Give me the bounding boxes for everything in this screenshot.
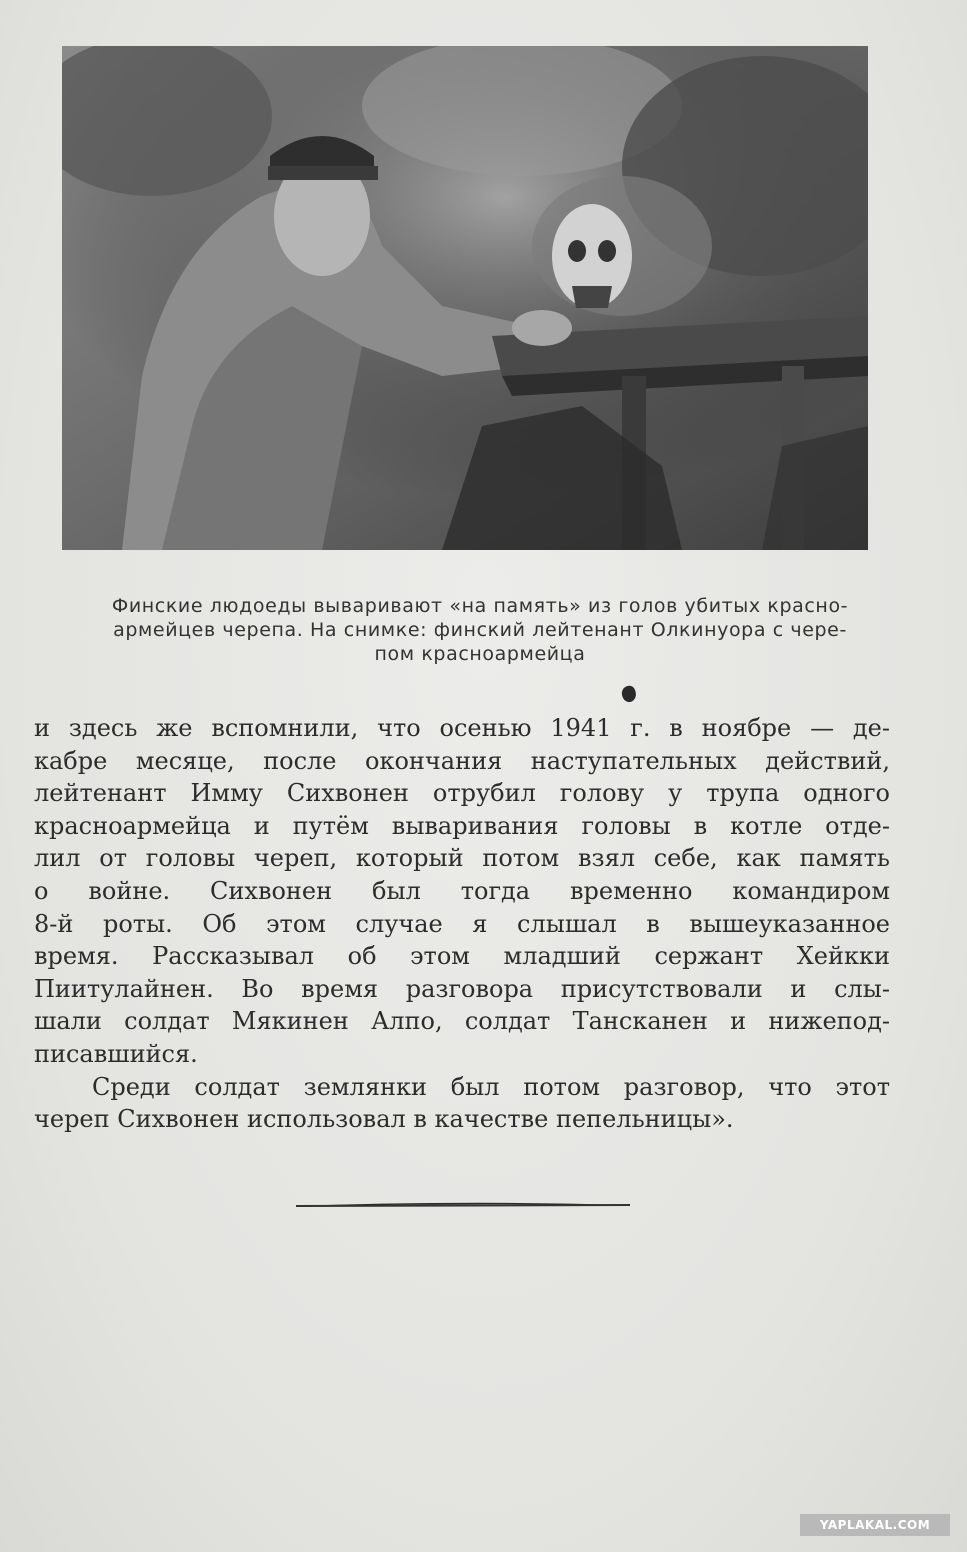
body-line: лил от головы череп, который потом взял себе, как память bbox=[34, 844, 890, 873]
body-text bbox=[34, 712, 890, 1136]
body-line: лейтенант Имму Сихвонен отрубил голову у трупа одного bbox=[34, 779, 890, 808]
body-line: Пиитулайнен. Во время разговора присутствовали и слы- bbox=[34, 974, 890, 1003]
body-line: Среди солдат землянки был потом разговор, что этот bbox=[92, 1072, 890, 1101]
photo-image bbox=[62, 46, 868, 550]
body-line: время. Рассказывал об этом младший сержант Хейкки bbox=[34, 942, 890, 971]
photograph bbox=[62, 46, 868, 550]
body-line: череп Сихвонен использовал в качестве пепельницы». bbox=[34, 1105, 734, 1134]
caption-line: армейцев черепа. На снимке: финский лейтенант Олкинуора с чере- bbox=[113, 619, 847, 641]
caption-line: пом красноармейца bbox=[374, 643, 586, 665]
body-line: о войне. Сихвонен был тогда временно командиром bbox=[34, 876, 890, 905]
caption-line: Финские людоеды вываривают «на память» из голов убитых красно- bbox=[111, 595, 849, 617]
photo-caption bbox=[30, 594, 930, 666]
site-watermark: YAPLAKAL.COM bbox=[800, 1514, 950, 1536]
body-line: кабре месяце, после окончания наступательных действий, bbox=[34, 746, 890, 775]
ink-blot bbox=[620, 684, 639, 704]
body-line: шали солдат Мякинен Алпо, солдат Тансканен и нижепод- bbox=[34, 1007, 890, 1036]
section-divider bbox=[296, 1201, 630, 1209]
body-line: красноармейца и путём вываривания головы в котле отде- bbox=[34, 811, 890, 840]
body-line: 8-й роты. Об этом случае я слышал в вышеуказанное bbox=[34, 909, 890, 938]
body-line: и здесь же вспомнили, что осенью 1941 г. в ноябре — де- bbox=[34, 714, 890, 742]
body-line: писавшийся. bbox=[34, 1039, 198, 1068]
